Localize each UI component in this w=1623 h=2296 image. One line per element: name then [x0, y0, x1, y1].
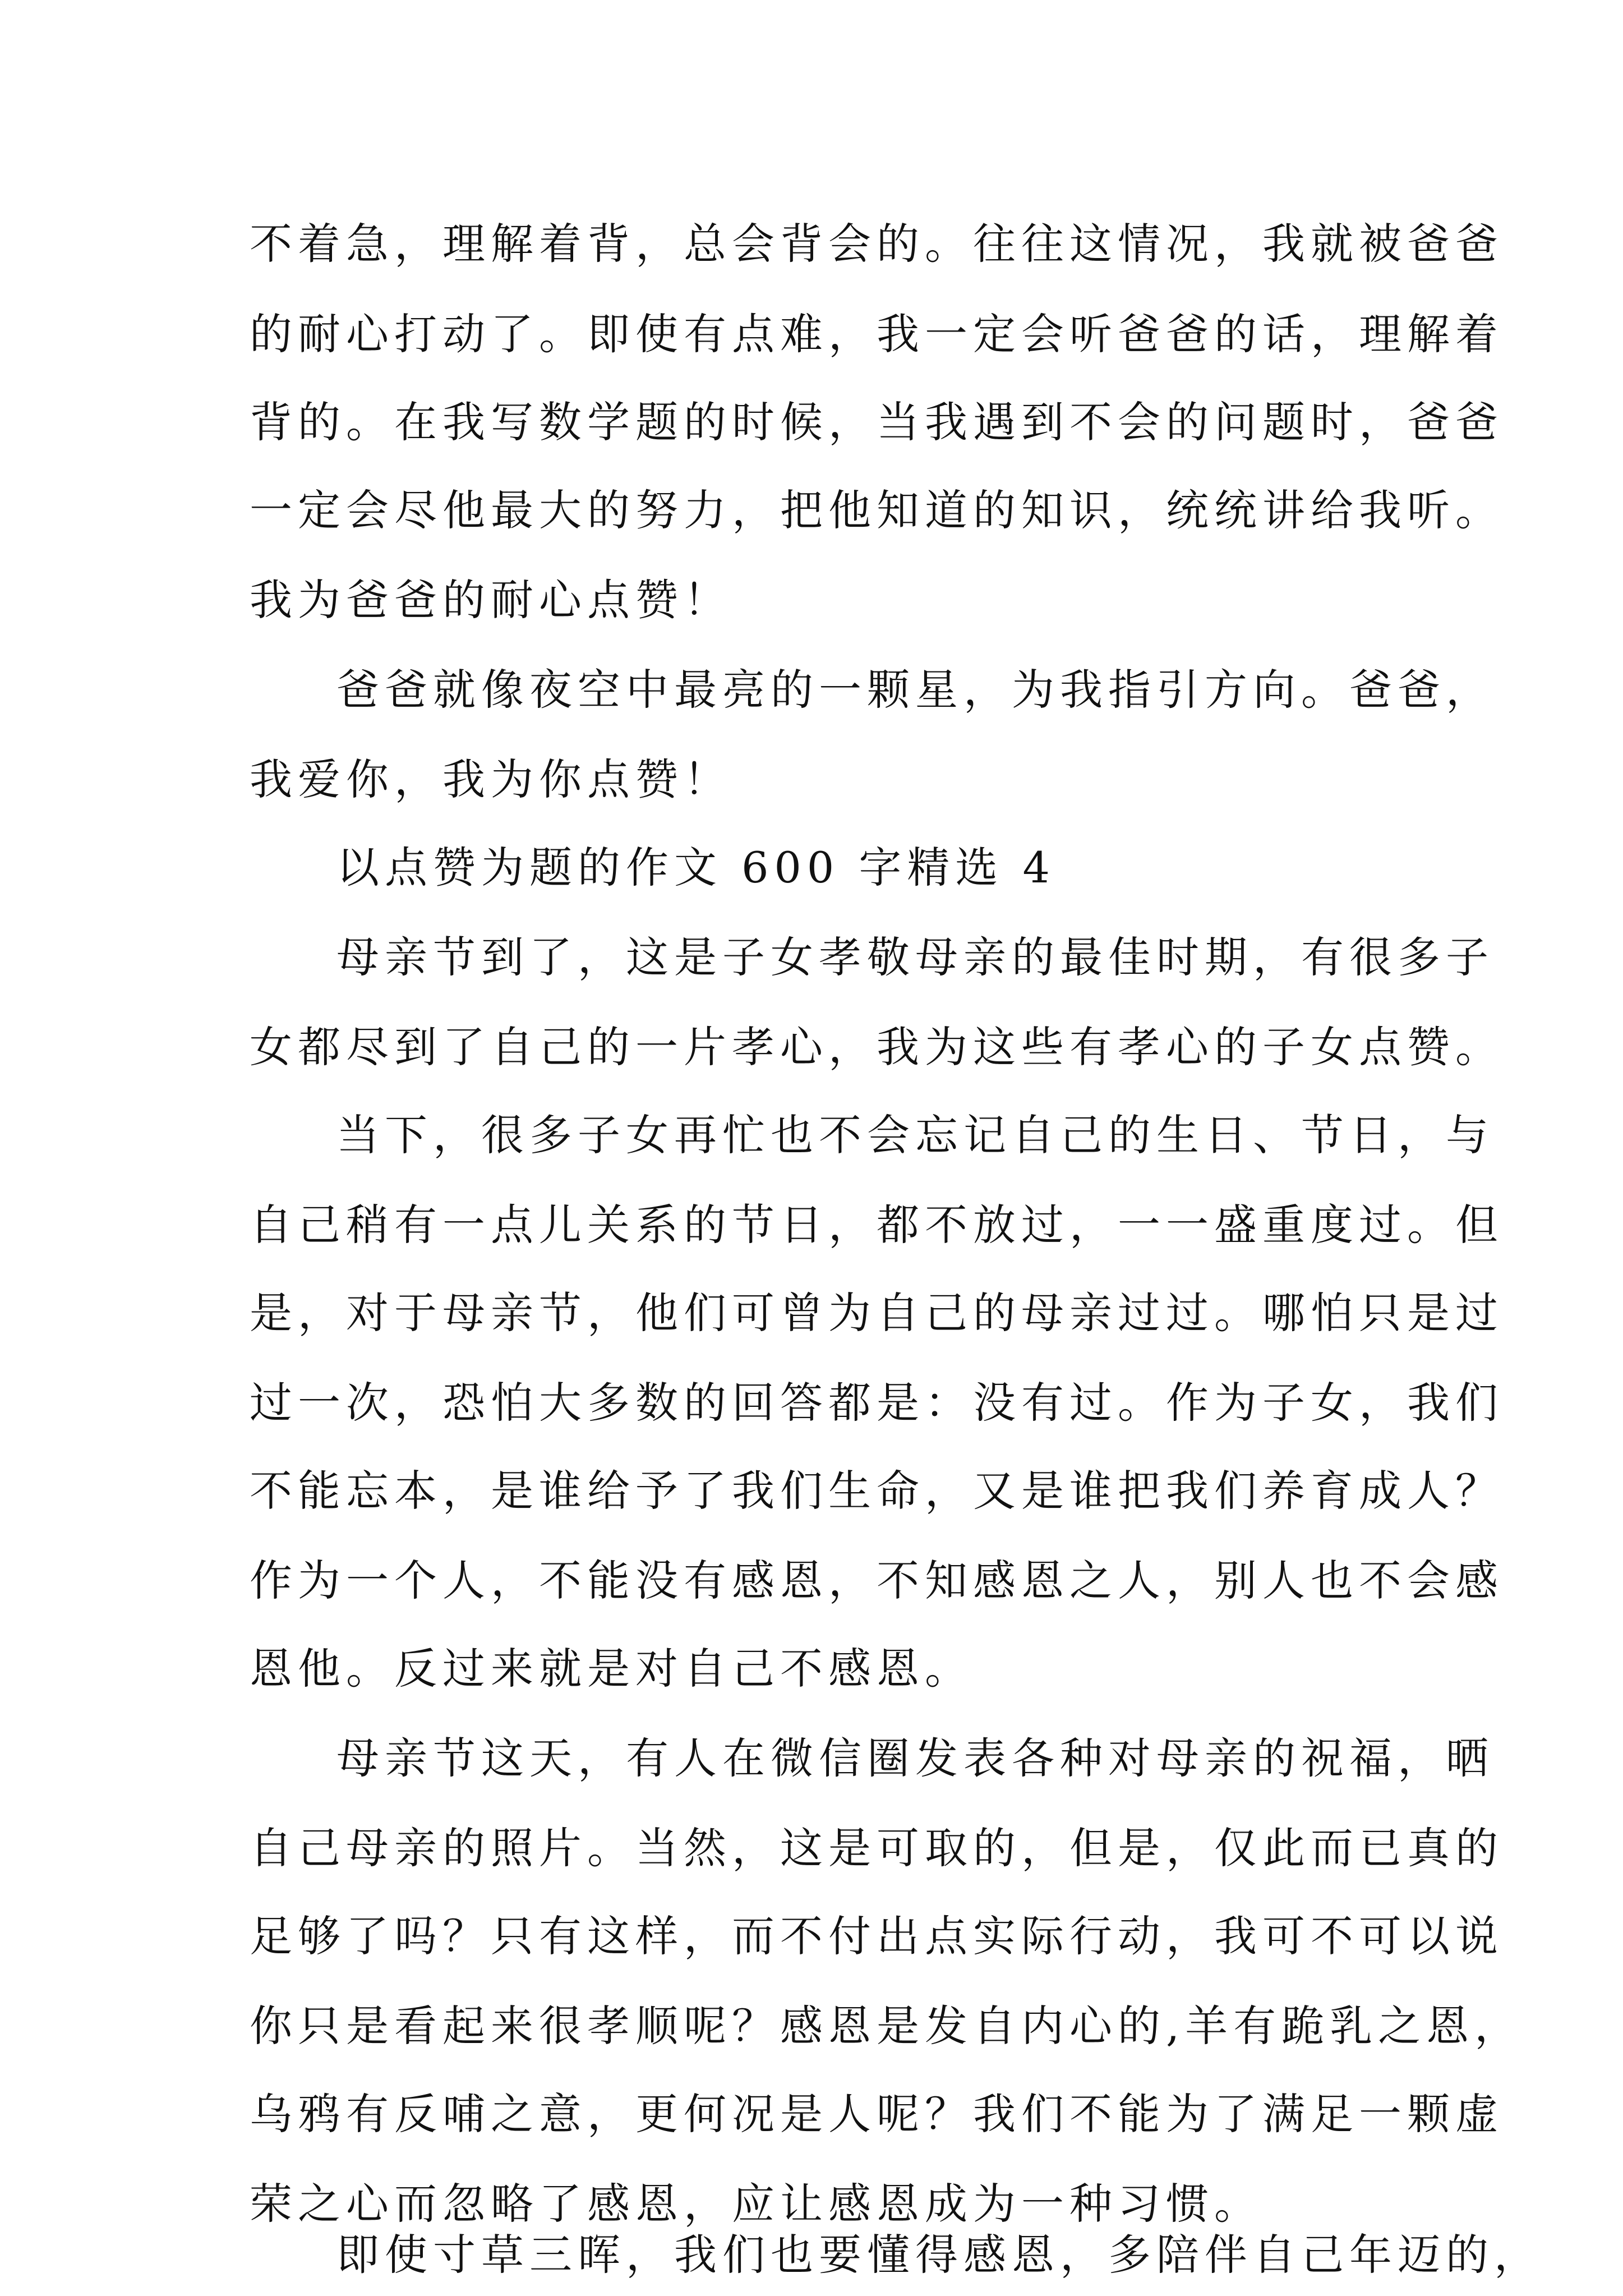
text-line: 我爱你，我为你点赞！: [250, 754, 732, 804]
paragraph-line: 即使寸草三晖，我们也要懂得感恩，多陪伴自己年迈的，: [336, 2230, 1542, 2280]
text-line: 自己母亲的照片。当然，这是可取的，但是，仅此而已真的: [250, 1823, 1504, 1873]
text-line: 一定会尽他最大的努力，把他知道的知识，统统讲给我听。: [250, 485, 1504, 535]
text-line: 恩他。反过来就是对自己不感恩。: [250, 1644, 973, 1694]
text-line: 作为一个人，不能没有感恩，不知感恩之人，别人也不会感: [250, 1556, 1504, 1605]
section-heading: 以点赞为题的作文 600 字精选 4: [336, 843, 1055, 892]
text-line: 乌鸦有反哺之意，更何况是人呢？我们不能为了满足一颗虚: [250, 2089, 1504, 2139]
text-line: 背的。在我写数学题的时候，当我遇到不会的问题时，爸爸: [250, 397, 1504, 447]
text-line: 自己稍有一点儿关系的节日，都不放过，一一盛重度过。但: [250, 1200, 1504, 1250]
paragraph-line: 母亲节这天，有人在微信圈发表各种对母亲的祝福，晒: [336, 1733, 1494, 1783]
text-line: 我为爸爸的耐心点赞！: [250, 575, 732, 625]
text-line: 是，对于母亲节，他们可曾为自己的母亲过过。哪怕只是过: [250, 1288, 1504, 1338]
paragraph-line: 当下，很多子女再忙也不会忘记自己的生日、节日，与: [336, 1110, 1494, 1160]
text-line: 的耐心打动了。即使有点难，我一定会听爸爸的话，理解着: [250, 309, 1504, 359]
text-line: 女都尽到了自己的一片孝心，我为这些有孝心的子女点赞。: [250, 1022, 1504, 1072]
text-line: 荣之心而忽略了感恩，应让感恩成为一种习惯。: [250, 2179, 1262, 2229]
text-line: 不能忘本，是谁给予了我们生命，又是谁把我们养育成人？: [250, 1466, 1504, 1516]
text-line: 不着急，理解着背，总会背会的。往往这情况，我就被爸爸: [250, 219, 1504, 269]
paragraph-line: 母亲节到了，这是子女孝敬母亲的最佳时期，有很多子: [336, 932, 1494, 982]
paragraph-line: 爸爸就像夜空中最亮的一颗星，为我指引方向。爸爸，: [336, 665, 1494, 715]
text-line: 你只是看起来很孝顺呢？感恩是发自内心的,羊有跪乳之恩，: [250, 2001, 1523, 2051]
text-line: 过一次，恐怕大多数的回答都是：没有过。作为子女，我们: [250, 1378, 1504, 1428]
text-line: 足够了吗？只有这样，而不付出点实际行动，我可不可以说: [250, 1911, 1504, 1961]
